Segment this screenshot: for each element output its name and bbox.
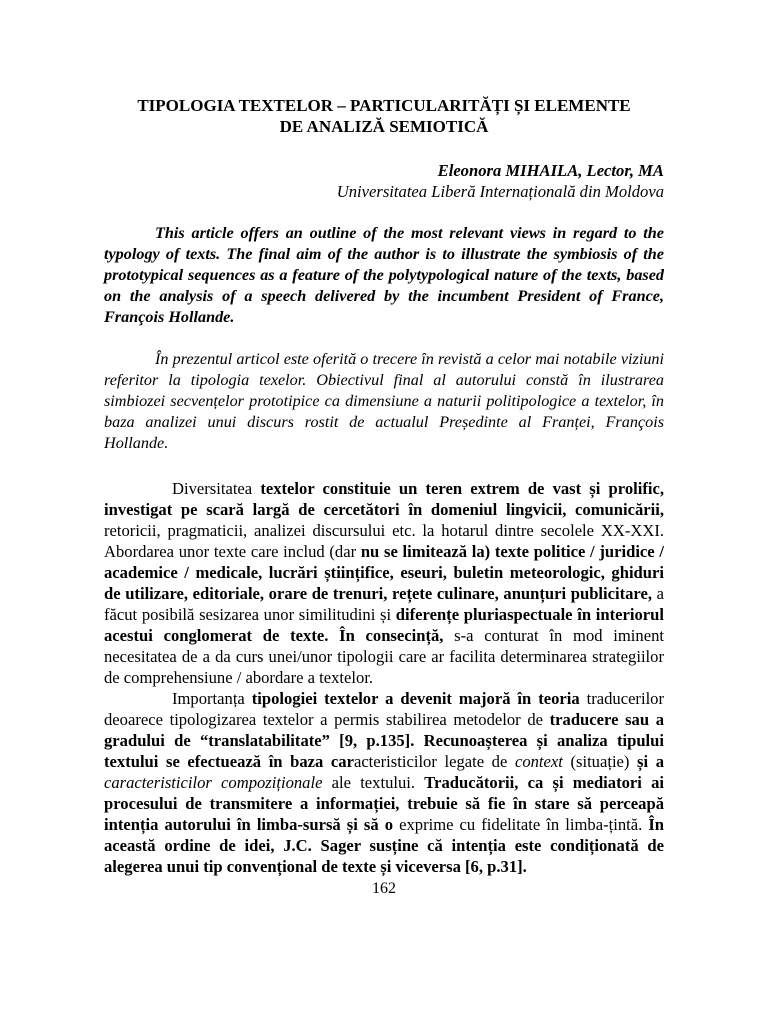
text-run: Diversitatea bbox=[172, 479, 261, 498]
text-run-bold: În această ordine de idei, J.C. Sager susține că intenția este condiționată de alegerea unui tip convențional de texte și viceversa [6, p.31]. bbox=[104, 815, 664, 876]
title-line-1: TIPOLOGIA TEXTELOR – PARTICULARITĂȚI ȘI ELEMENTE bbox=[137, 96, 631, 115]
text-run: Importanța bbox=[172, 689, 252, 708]
text-run-bold: nu se limitează la) texte politice / juridice / academice / medicale, lucrări științifice, eseuri, buletin meteorologic, ghiduri de utilizare, editoriale, orare de trenuri, rețete culinare, anunțuri publicitare, bbox=[104, 542, 664, 603]
text-run: ale textului. bbox=[322, 773, 425, 792]
text-run-bold: și a bbox=[637, 752, 665, 771]
author-affiliation: Universitatea Liberă Internațională din Moldova bbox=[336, 182, 664, 201]
abstract-romanian: În prezentul articol este oferită o trecere în revistă a celor mai notabile viziuni referitor la tipologia texelor. Obiectivul final al autorului constă în ilustrarea simbiozei secvențelor prototipice ca dimensiune a naturii politipologice a textelor, în baza analizei unui discurs rostit de actualul Președinte al Franței, François Hollande. bbox=[104, 350, 664, 452]
text-run: a făcut posibilă sesizarea unor similitudini și bbox=[104, 584, 665, 624]
author-name: Eleonora MIHAILA, Lector, MA bbox=[437, 161, 664, 180]
author-block bbox=[104, 160, 664, 202]
text-run: traducerilor deoarece tipologizarea textelor a permis stabilirea metodelor de bbox=[104, 689, 664, 729]
abstract-english: This article offers an outline of the most relevant views in regard to the typology of texts. The final aim of the author is to illustrate the symbiosis of the prototypical sequences as a feature of the polytypological nature of the texts, based on the analysis of a speech delivered by the incumbent President of France, François Hollande. bbox=[104, 224, 664, 326]
text-run-bold: textelor constituie un teren extrem de vast și prolific, investigat pe scară largă de cercetători în domeniul lingvicii, comunicării, bbox=[104, 479, 664, 519]
title-line-2: DE ANALIZĂ SEMIOTICĂ bbox=[279, 117, 489, 136]
text-run-bold: diferențe pluriaspectuale în interiorul acestui conglomerat de texte. În consecință, bbox=[104, 605, 664, 645]
text-run: s-a conturat în mod iminent necesitatea de a da curs unei/unor tipologii care ar facilita determinarea strategiilor de comprehensiune / abordare a textelor. bbox=[104, 626, 664, 687]
article-title bbox=[104, 95, 664, 137]
text-run-italic: context bbox=[514, 752, 563, 771]
body-paragraph-1 bbox=[104, 478, 664, 688]
page-content bbox=[104, 95, 664, 877]
page-number: 162 bbox=[372, 880, 396, 897]
text-run: retoricii, pragmaticii, analizei discursului etc. la hotarul dintre secolele XX-XXI. Abordarea unor texte care includ (dar bbox=[104, 521, 664, 561]
text-run: (situație) bbox=[562, 752, 638, 771]
text-run: exprime cu fidelitate în limba-țintă. bbox=[393, 815, 649, 834]
text-run-bold: tipologiei textelor a devenit majoră în teoria bbox=[251, 689, 580, 708]
text-run-italic: caracteristicilor compoziționale bbox=[104, 773, 323, 792]
body-paragraph-2 bbox=[104, 688, 664, 877]
text-run-bold: traducere sau a gradului de “translatabilitate” [9, p.135]. Recunoașterea și analiza tipului textului se efectuează în baza car bbox=[104, 710, 664, 771]
text-run-bold: Traducătorii, ca și mediatori ai procesului de transmitere a informației, trebuie să fie în stare să perceapă intenția autorului în limba-sursă și să o bbox=[104, 773, 664, 834]
text-run: acteristicilor legate de bbox=[353, 752, 515, 771]
article-body bbox=[104, 478, 664, 877]
